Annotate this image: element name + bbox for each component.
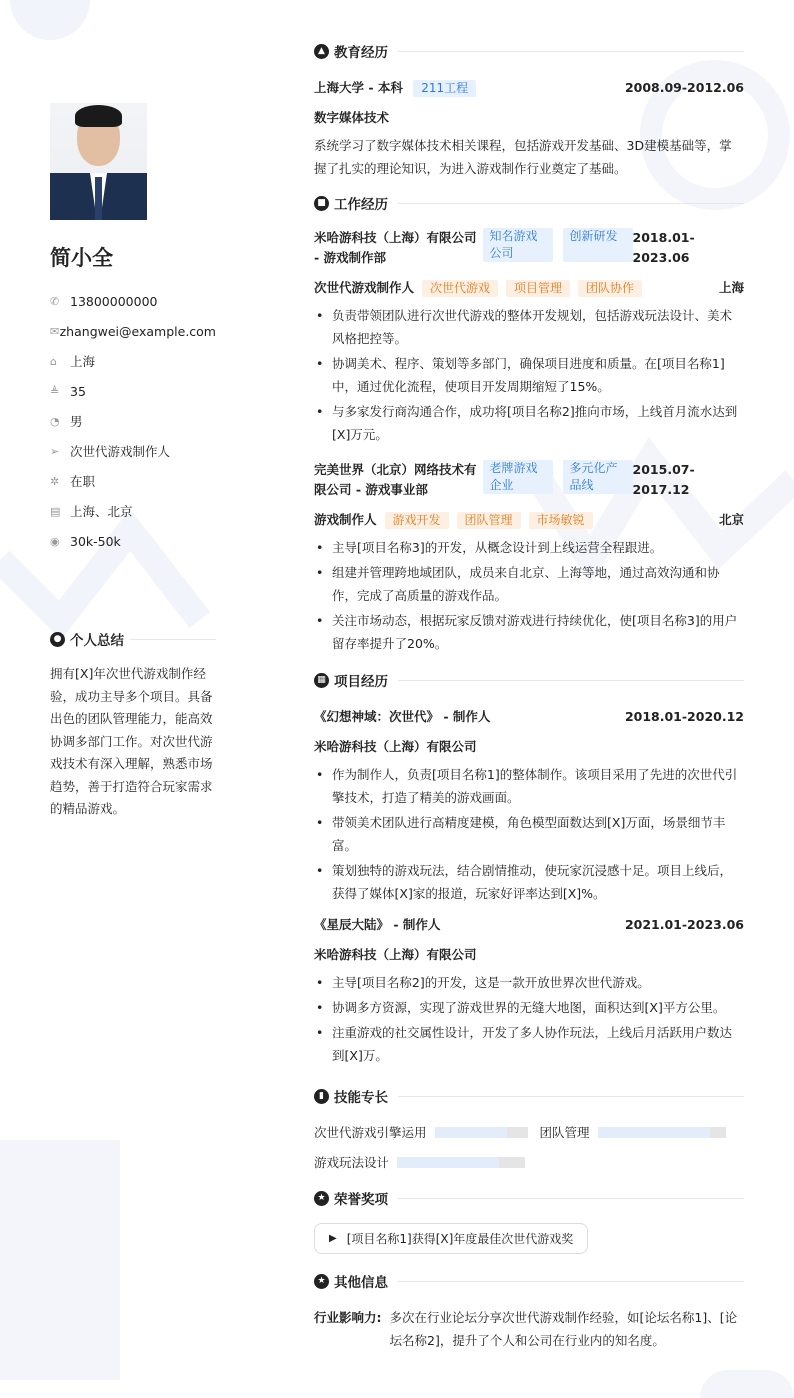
info-text: 13800000000 bbox=[70, 293, 158, 309]
job-entry bbox=[314, 228, 744, 446]
skill-bar bbox=[598, 1127, 726, 1138]
skill-tag: 团队协作 bbox=[578, 280, 642, 297]
info-item bbox=[50, 406, 216, 436]
section-summary bbox=[50, 629, 216, 649]
city: 北京 bbox=[718, 512, 744, 527]
gender-icon: ◔ bbox=[50, 414, 60, 428]
date: 2015.07-2017.12 bbox=[632, 462, 695, 497]
company: 米哈游科技（上海）有限公司 bbox=[314, 739, 477, 754]
building-icon: ▤ bbox=[50, 504, 61, 518]
triangle-icon: ▶ bbox=[329, 1233, 337, 1244]
salary-icon: ◉ bbox=[50, 534, 60, 548]
age-icon: ≜ bbox=[50, 384, 60, 398]
tag: 知名游戏公司 bbox=[483, 228, 553, 262]
other-text: 多次在行业论坛分享次世代游戏制作经验，如[论坛名称1]、[论坛名称2]，提升了个人和公司在行业内的知名度。 bbox=[389, 1310, 738, 1348]
info-text: 男 bbox=[70, 414, 83, 429]
bg-circle bbox=[10, 0, 90, 40]
bullet: • 作为制作人，负责[项目名称1]的整体制作。该项目采用了先进的次世代引擎技术，打造了精美的游戏画面。 bbox=[314, 763, 744, 809]
project-entry bbox=[314, 707, 744, 905]
major: 数字媒体技术 bbox=[314, 110, 390, 125]
section-projects bbox=[314, 669, 744, 691]
date: 2018.01-2023.06 bbox=[632, 230, 695, 265]
skill-tag: 市场敏锐 bbox=[529, 512, 593, 529]
other-label: 行业影响力: bbox=[314, 1310, 382, 1325]
info-item bbox=[50, 376, 216, 406]
skill-tag: 团队管理 bbox=[457, 512, 521, 529]
section-title: 教育经历 bbox=[334, 45, 388, 61]
school: 上海大学 - 本科 bbox=[314, 80, 403, 95]
user-icon: ● bbox=[50, 632, 65, 647]
bullet: • 主导[项目名称3]的开发，从概念设计到上线运营全程跟进。 bbox=[314, 536, 744, 559]
tag: 老牌游戏企业 bbox=[483, 460, 553, 494]
bullet: • 主导[项目名称2]的开发，这是一款开放世界次世代游戏。 bbox=[314, 971, 744, 994]
section-education bbox=[314, 40, 744, 62]
skill-bar bbox=[435, 1127, 528, 1138]
award-item[interactable] bbox=[314, 1223, 588, 1254]
info-text: 30k-50k bbox=[70, 533, 121, 549]
phone-icon: ✆ bbox=[50, 294, 60, 308]
skill-tag: 游戏开发 bbox=[385, 512, 449, 529]
info-icon: ★ bbox=[314, 1274, 329, 1289]
section-title: 工作经历 bbox=[334, 197, 388, 213]
section-title: 项目经历 bbox=[334, 674, 388, 690]
bullet: • 协调多方资源，实现了游戏世界的无缝大地图，面积达到[X]平方公里。 bbox=[314, 996, 744, 1019]
skill-name: 次世代游戏引擎运用 bbox=[314, 1125, 427, 1140]
info-item bbox=[50, 526, 216, 556]
section-other bbox=[314, 1270, 744, 1292]
role: 游戏制作人 bbox=[314, 512, 377, 527]
bullet: • 关注市场动态，根据玩家反馈对游戏进行持续优化，使[项目名称3]的用户留存率提升了20%。 bbox=[314, 609, 744, 655]
project-name: 《幻想神域：次世代》 - 制作人 bbox=[314, 709, 491, 724]
date: 2018.01-2020.12 bbox=[624, 709, 744, 724]
company: 完美世界（北京）网络技术有限公司 - 游戏事业部 bbox=[314, 462, 477, 497]
award-text: [项目名称1]获得[X]年度最佳次世代游戏奖 bbox=[346, 1232, 574, 1246]
project-entry bbox=[314, 915, 744, 1067]
section-awards bbox=[314, 1187, 744, 1209]
mail-icon: ✉ bbox=[50, 324, 60, 338]
info-text: 在职 bbox=[70, 474, 96, 489]
info-text: zhangwei@example.com bbox=[59, 323, 216, 339]
company: 米哈游科技（上海）有限公司 bbox=[314, 947, 477, 962]
skill-bar bbox=[397, 1157, 525, 1168]
info-item bbox=[50, 286, 216, 316]
tag: 创新研发 bbox=[563, 228, 633, 262]
skill-tag: 次世代游戏 bbox=[422, 280, 498, 297]
grid-icon: ▦ bbox=[314, 673, 329, 688]
info-text: 次世代游戏制作人 bbox=[70, 444, 171, 459]
skill-item bbox=[314, 1117, 528, 1147]
summary-text: 拥有[X]年次世代游戏制作经验，成功主导多个项目。具备出色的团队管理能力，能高效协调多部门工作。对次世代游戏技术有深入理解，熟悉市场趋势，善于打造符合玩家需求的精品游戏。 bbox=[50, 666, 213, 816]
section-title: 荣誉奖项 bbox=[334, 1192, 388, 1208]
info-text: 上海、北京 bbox=[70, 504, 133, 519]
briefcase-icon: ■ bbox=[314, 196, 329, 211]
section-title: 其他信息 bbox=[334, 1275, 388, 1291]
skill-item bbox=[314, 1147, 525, 1177]
role: 次世代游戏制作人 bbox=[314, 280, 415, 295]
tag: 211工程 bbox=[413, 80, 476, 97]
info-item bbox=[50, 496, 216, 526]
job-entry bbox=[314, 460, 744, 655]
main-content bbox=[314, 40, 744, 1352]
bullet: • 注重游戏的社交属性设计，开发了多人协作玩法，上线后月活跃用户数达到[X]万。 bbox=[314, 1021, 744, 1067]
graduation-cap-icon: ▲ bbox=[314, 44, 329, 59]
bullet: • 带领美术团队进行高精度建模，角色模型面数达到[X]万面，场景细节丰富。 bbox=[314, 811, 744, 857]
chart-icon: ▮ bbox=[314, 1089, 329, 1104]
section-title: 技能专长 bbox=[334, 1090, 388, 1106]
skill-name: 游戏玩法设计 bbox=[314, 1155, 390, 1170]
city: 上海 bbox=[718, 280, 744, 295]
info-text: 35 bbox=[70, 383, 86, 399]
skill-item bbox=[540, 1117, 726, 1147]
info-item bbox=[50, 466, 216, 496]
date: 2008.09-2012.06 bbox=[624, 80, 744, 95]
date: 2021.01-2023.06 bbox=[624, 917, 744, 932]
section-title: 个人总结 bbox=[70, 633, 124, 649]
info-text: 上海 bbox=[70, 354, 96, 369]
section-skills bbox=[314, 1085, 744, 1107]
education-desc: 系统学习了数字媒体技术相关课程，包括游戏开发基础、3D建模基础等，掌握了扎实的理论知识，为进入游戏制作行业奠定了基础。 bbox=[314, 138, 732, 176]
award-icon: ★ bbox=[314, 1191, 329, 1206]
tag: 多元化产品线 bbox=[563, 460, 633, 494]
bullet: • 组建并管理跨地域团队，成员来自北京、上海等地，通过高效沟通和协作，完成了高质量的游戏作品。 bbox=[314, 561, 744, 607]
home-icon: ⌂ bbox=[50, 354, 57, 368]
bg-block bbox=[0, 1140, 120, 1380]
send-icon: ➢ bbox=[50, 444, 60, 458]
status-icon: ✲ bbox=[50, 474, 60, 488]
project-name: 《星辰大陆》 - 制作人 bbox=[314, 917, 441, 932]
bullet: • 策划独特的游戏玩法，结合剧情推动，使玩家沉浸感十足。项目上线后，获得了媒体[X]家的报道，玩家好评率达到[X]%。 bbox=[314, 859, 744, 905]
company: 米哈游科技（上海）有限公司 - 游戏制作部 bbox=[314, 230, 477, 265]
info-item bbox=[50, 346, 216, 376]
candidate-name: 简小全 bbox=[50, 246, 113, 270]
info-item bbox=[50, 316, 216, 346]
info-item bbox=[50, 436, 216, 466]
skill-tag: 项目管理 bbox=[506, 280, 570, 297]
sidebar bbox=[50, 103, 216, 821]
bullet: • 与多家发行商沟通合作，成功将[项目名称2]推向市场，上线首月流水达到[X]万元。 bbox=[314, 400, 744, 446]
bullet: • 负责带领团队进行次世代游戏的整体开发规划，包括游戏玩法设计、美术风格把控等。 bbox=[314, 304, 744, 350]
bullet: • 协调美术、程序、策划等多部门，确保项目进度和质量。在[项目名称1]中，通过优化流程，使项目开发周期缩短了15%。 bbox=[314, 352, 744, 398]
bg-block bbox=[700, 1370, 794, 1398]
avatar bbox=[50, 103, 147, 220]
skill-name: 团队管理 bbox=[539, 1125, 590, 1140]
section-work bbox=[314, 192, 744, 214]
